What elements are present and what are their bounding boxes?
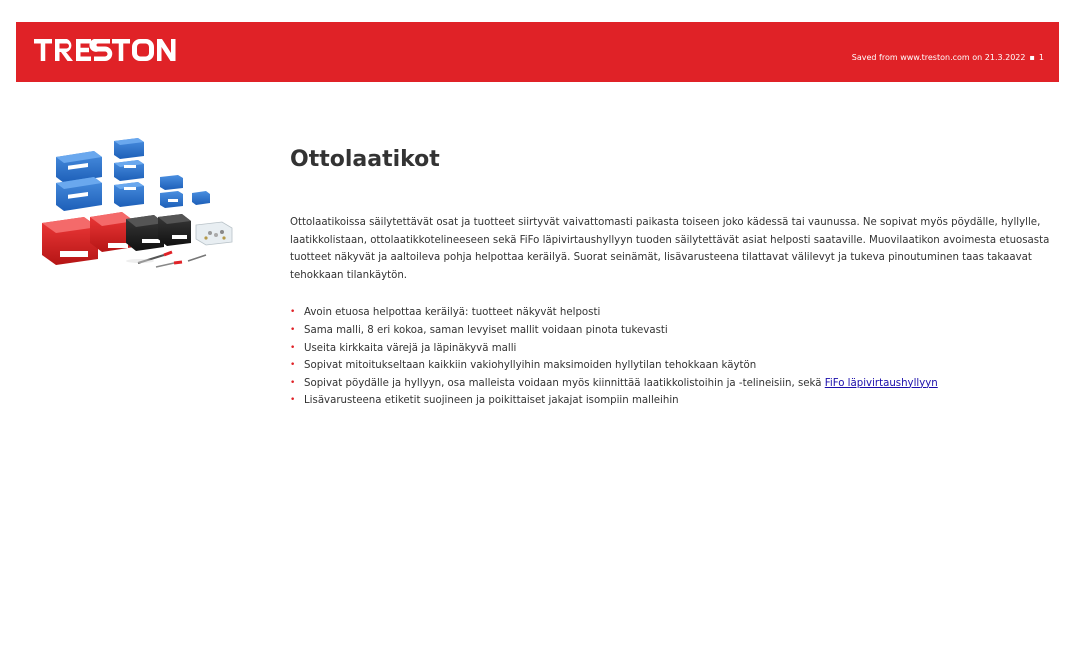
- treston-logo: [34, 38, 179, 62]
- feature-text: Lisävarusteena etiketit suojineen ja poikittaiset jakajat isompiin malleihin: [304, 395, 679, 407]
- list-item: [290, 392, 1050, 410]
- feature-text: Sama malli, 8 eri kokoa, saman levyiset mallit voidaan pinota tukevasti: [304, 324, 668, 336]
- feature-text: Sopivat mitoitukseltaan kaikkiin vakiohyllyihin maksimoiden hyllytilan tehokkaan käytön: [304, 360, 757, 372]
- page-number: 1: [1038, 53, 1044, 62]
- storage-bins-image: [38, 135, 242, 277]
- list-item: [290, 340, 1050, 358]
- list-item: [290, 322, 1050, 340]
- feature-list: [290, 304, 1050, 410]
- main-content: [290, 146, 1050, 410]
- feature-text: Useita kirkkaita värejä ja läpinäkyvä malli: [304, 342, 517, 354]
- page-title: Ottolaatikot: [290, 147, 440, 172]
- treston-logo-icon: [34, 38, 179, 62]
- fifo-shelf-link[interactable]: FiFo läpivirtaushyllyyn: [824, 377, 938, 389]
- bullet-icon: •: [290, 324, 296, 335]
- storage-bins-icon: [38, 135, 242, 277]
- feature-text: Sopivat pöydälle ja hyllyyn, osa malleista voidaan myös kiinnittää laatikkolistoihin ja -telineisiin, sekä: [304, 377, 825, 389]
- feature-text: Avoin etuosa helpottaa keräilyä: tuotteet näkyvät helposti: [304, 307, 601, 319]
- intro-paragraph: Ottolaatikoissa säilytettävät osat ja tuotteet siirtyvät vaivattomasti paikasta toiseen joko kädessä tai vaunussa. Ne sopivat myös pöydälle, hyllylle, laatikkolistaan, ottolaatikkotelineeseen sekä FiFo läpivirtaushyllyyn tuoden säilytettävät asiat helposti saataville. Muovilaatikon avoimesta etuosasta tuotteet näkyvät ja aaltoileva pohja helpottaa keräilyä. Suorat seinämät, lisävarusteena tilattavat välilevyt ja tukeva pinoutuminen taas takaavat tehokkaan tilankäytön.: [290, 217, 1050, 281]
- bullet-icon: •: [290, 360, 296, 371]
- bullet-icon: •: [290, 307, 296, 318]
- bullet-icon: •: [290, 342, 296, 353]
- saved-separator: ▪: [1029, 53, 1035, 62]
- bullet-icon: •: [290, 395, 296, 406]
- saved-note: [852, 53, 1044, 62]
- bullet-icon: •: [290, 377, 296, 388]
- list-item: [290, 357, 1050, 375]
- list-item: [290, 304, 1050, 322]
- list-item: [290, 375, 1050, 393]
- saved-source-text: Saved from www.treston.com on 21.3.2022: [851, 53, 1026, 62]
- page-header: [16, 22, 1059, 82]
